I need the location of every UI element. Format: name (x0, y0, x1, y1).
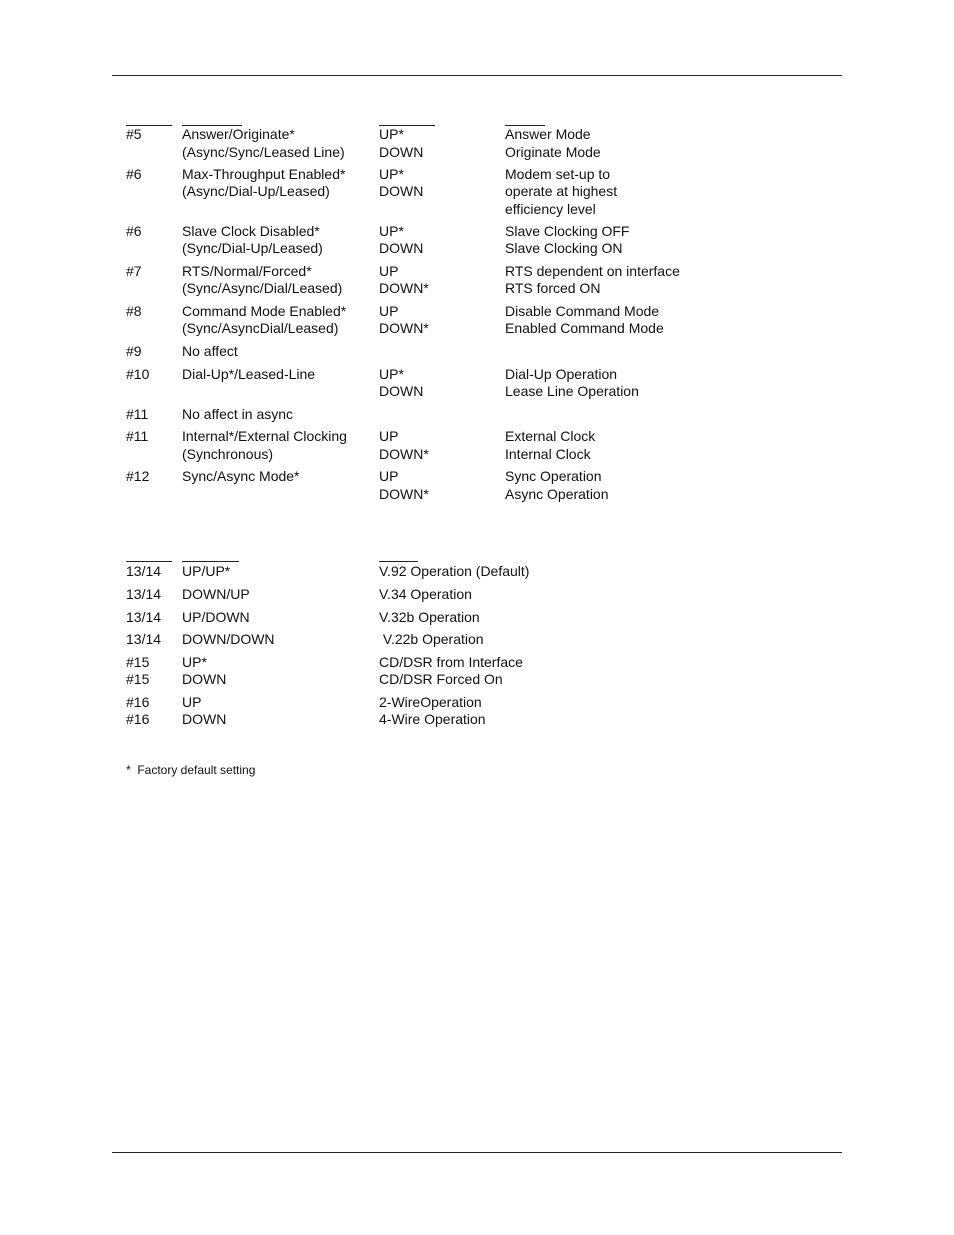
position-line: DOWN (182, 711, 227, 727)
description-line: Sync Operation (505, 468, 602, 484)
description-line: Originate Mode (505, 144, 601, 160)
footnote: * Factory default setting (126, 763, 256, 777)
position-line: DOWN* (379, 280, 429, 296)
function-line: RTS/Normal/Forced* (182, 263, 312, 279)
position-line: DOWN (379, 240, 424, 256)
description-line: CD/DSR from Interface (379, 654, 523, 670)
switch-cell: #9 (126, 343, 142, 359)
function-line: Sync/Async Mode* (182, 468, 300, 484)
function-line: (Synchronous) (182, 446, 274, 462)
function-line: No affect in async (182, 406, 294, 422)
description-line: 4-Wire Operation (379, 711, 486, 727)
description-line: RTS forced ON (505, 280, 601, 296)
description-line: V.32b Operation (379, 609, 480, 625)
function-line: (Sync/Dial-Up/Leased) (182, 240, 323, 256)
position-line: DOWN* (379, 486, 429, 502)
position-line: UP/DOWN (182, 609, 250, 625)
position-line: UP* (182, 654, 207, 670)
position-line: UP* (379, 166, 404, 182)
switch-cell: #5 (126, 126, 142, 142)
switch-cell: #12 (126, 468, 150, 484)
function-line: (Async/Sync/Leased Line) (182, 144, 345, 160)
function-line: Slave Clock Disabled* (182, 223, 320, 239)
description-line: Internal Clock (505, 446, 591, 462)
position-line: UP* (379, 126, 404, 142)
description-line: efficiency level (505, 201, 596, 217)
position-line: DOWN (182, 671, 227, 687)
position-line: DOWN* (379, 320, 429, 336)
function-line: Max-Throughput Enabled* (182, 166, 346, 182)
switch-cell: 13/14 (126, 609, 162, 625)
position-line: DOWN (379, 144, 424, 160)
table2-header-position-rule (182, 561, 239, 562)
position-line: UP (182, 694, 202, 710)
switch-cell: #16 (126, 694, 150, 710)
description-line: CD/DSR Forced On (379, 671, 503, 687)
function-line: (Async/Dial-Up/Leased) (182, 183, 330, 199)
description-line: Enabled Command Mode (505, 320, 664, 336)
position-line: UP/UP* (182, 563, 231, 579)
position-line: UP* (379, 223, 404, 239)
switch-cell: #10 (126, 366, 150, 382)
switch-cell: #15 (126, 654, 150, 670)
description-line: Disable Command Mode (505, 303, 660, 319)
description-line: Dial-Up Operation (505, 366, 618, 382)
description-line: Modem set-up to (505, 166, 611, 182)
function-line: Answer/Originate* (182, 126, 295, 142)
switch-cell: #6 (126, 166, 142, 182)
description-line: Lease Line Operation (505, 383, 639, 399)
position-line: UP (379, 263, 399, 279)
description-line: V.22b Operation (379, 631, 484, 647)
position-line: DOWN/DOWN (182, 631, 275, 647)
position-line: DOWN/UP (182, 586, 250, 602)
switch-cell: #11 (126, 428, 149, 444)
switch-cell: #11 (126, 406, 149, 422)
function-line: Internal*/External Clocking (182, 428, 347, 444)
description-line: Async Operation (505, 486, 609, 502)
top-rule (112, 75, 842, 76)
switch-cell: #7 (126, 263, 142, 279)
description-line: Answer Mode (505, 126, 591, 142)
position-line: DOWN (379, 383, 424, 399)
function-line: (Sync/AsyncDial/Leased) (182, 320, 339, 336)
description-line: Slave Clocking OFF (505, 223, 630, 239)
switch-cell: #6 (126, 223, 142, 239)
position-line: DOWN (379, 183, 424, 199)
switch-cell: #8 (126, 303, 142, 319)
switch-cell: #15 (126, 671, 150, 687)
switch-cell: #16 (126, 711, 150, 727)
description-line: V.92 Operation (Default) (379, 563, 530, 579)
description-line: Slave Clocking ON (505, 240, 623, 256)
table2-header-description-rule (379, 561, 418, 562)
function-line: (Sync/Async/Dial/Leased) (182, 280, 343, 296)
description-line: RTS dependent on interface (505, 263, 680, 279)
switch-cell: 13/14 (126, 563, 162, 579)
function-line: Command Mode Enabled* (182, 303, 347, 319)
function-line: Dial-Up*/Leased-Line (182, 366, 316, 382)
position-line: UP (379, 428, 399, 444)
description-line: External Clock (505, 428, 596, 444)
position-line: UP* (379, 366, 404, 382)
description-line: V.34 Operation (379, 586, 472, 602)
description-line: 2-WireOperation (379, 694, 482, 710)
position-line: UP (379, 468, 399, 484)
description-line: operate at highest (505, 183, 618, 199)
position-line: UP (379, 303, 399, 319)
table2-header-switch-rule (126, 561, 172, 562)
position-line: DOWN* (379, 446, 429, 462)
switch-cell: 13/14 (126, 631, 162, 647)
switch-cell: 13/14 (126, 586, 162, 602)
function-line: No affect (182, 343, 238, 359)
bottom-rule (112, 1152, 842, 1153)
